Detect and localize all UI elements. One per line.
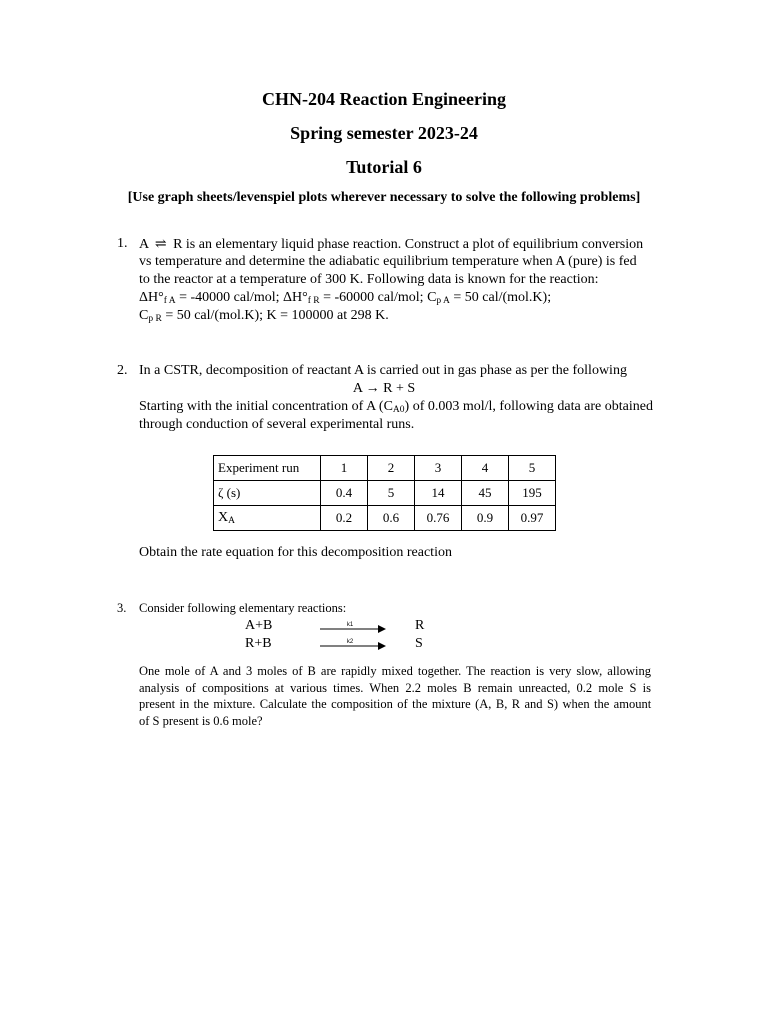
run-cell: 2 [368, 456, 415, 481]
course-title: CHN-204 Reaction Engineering [262, 89, 506, 109]
q3-para-line4: of S present is 0.6 mole? [139, 713, 263, 728]
q2-line3b: ) of 0.003 mol/l, following data are obtained [404, 399, 653, 414]
dh-symbol-2: ΔH° [283, 290, 308, 305]
tau-cell: 0.4 [321, 481, 368, 506]
q1-lead: A [139, 237, 149, 252]
sub-fR: f R [307, 296, 320, 306]
xa-cell: 0.9 [462, 506, 509, 531]
q2-conclusion: Obtain the rate equation for this decomposition reaction [139, 545, 452, 560]
tau-cell: 5 [368, 481, 415, 506]
cpR-value: = 50 cal/(mol.K); K = 100000 at 298 K. [161, 308, 389, 323]
run-cell: 4 [462, 456, 509, 481]
q2-line3a: Starting with the initial concentration of A (C [139, 399, 393, 414]
row-header-run: Experiment run [214, 456, 321, 481]
reaction2-arrow-icon [318, 637, 388, 653]
q1-line1 [139, 236, 643, 253]
reaction1-product: R [415, 618, 425, 633]
xa-sub: A [228, 516, 235, 526]
tau-cell: 195 [509, 481, 556, 506]
run-cell: 1 [321, 456, 368, 481]
reaction1-arrow-icon [318, 620, 388, 636]
xa-cell: 0.97 [509, 506, 556, 531]
table-row [214, 481, 556, 506]
cpA-value: = 50 cal/(mol.K); [449, 290, 552, 305]
q2-line1: In a CSTR, decomposition of reactant A is carried out in gas phase as per the following [139, 363, 627, 378]
reaction1-rate-constant: k1 [346, 622, 354, 628]
sub-fA: f A [163, 296, 176, 306]
q3-intro: Consider following elementary reactions: [139, 601, 347, 615]
dh-symbol: ΔH° [139, 290, 164, 305]
q2-line4: through conduction of several experimental runs. [139, 417, 415, 432]
row-header-tau: ζ (s) [214, 481, 321, 506]
cp-symbol-2: C [139, 308, 149, 323]
dhR-value: = -60000 cal/mol; [319, 290, 428, 305]
tutorial-title: Tutorial 6 [346, 157, 422, 177]
table-row [214, 506, 556, 531]
run-cell: 3 [415, 456, 462, 481]
experiment-table [213, 455, 556, 531]
sub-A0: A0 [392, 405, 405, 415]
q1-number: 1. [117, 236, 128, 251]
table-row [214, 456, 556, 481]
q1-line2: vs temperature and determine the adiabatic equilibrium temperature when A (pure) is fed [139, 254, 637, 269]
tau-cell: 14 [415, 481, 462, 506]
dhA-value: = -40000 cal/mol; [175, 290, 284, 305]
xa-cell: 0.2 [321, 506, 368, 531]
sub-pR: p R [148, 314, 162, 324]
q1-line1-text: R is an elementary liquid phase reaction. Construct a plot of equilibrium conversion [173, 237, 644, 252]
q1-line4 [139, 290, 551, 306]
row-header-xa [214, 506, 321, 531]
equilibrium-arrow-icon: ⇌ [154, 237, 167, 252]
reaction2-product: S [415, 636, 423, 651]
xa-cell: 0.6 [368, 506, 415, 531]
xa-cell: 0.76 [415, 506, 462, 531]
q3-para-line1: One mole of A and 3 moles of B are rapidly mixed together. The reaction is very slow, allowing [139, 664, 652, 678]
cp-symbol: C [427, 290, 437, 305]
tau-cell: 45 [462, 481, 509, 506]
q2-number: 2. [117, 363, 128, 378]
q3-para-line2: analysis of compositions at various times. When 2.2 moles B remain unreacted, 0.2 mole S is [139, 680, 652, 695]
q1-line3: to the reactor at a temperature of 300 K. Following data is known for the reaction: [139, 272, 599, 287]
q1-line5 [139, 308, 389, 324]
reaction2-reactants: R+B [245, 636, 272, 651]
xa-symbol: X [218, 510, 229, 525]
q2-reaction: A → R + S [352, 381, 416, 396]
run-cell: 5 [509, 456, 556, 481]
reaction2-rate-constant: k2 [346, 639, 354, 645]
instruction-note: [Use graph sheets/levenspiel plots wherever necessary to solve the following problems] [127, 190, 641, 205]
q3-para-line3: present in the mixture. Calculate the composition of the mixture (A, B, R and S) when the amount [139, 697, 652, 711]
reaction1-reactants: A+B [245, 618, 273, 633]
q2-line3 [139, 399, 653, 415]
q3-number: 3. [117, 601, 127, 615]
semester-title: Spring semester 2023-24 [290, 123, 478, 143]
sub-pA: p A [436, 296, 450, 306]
